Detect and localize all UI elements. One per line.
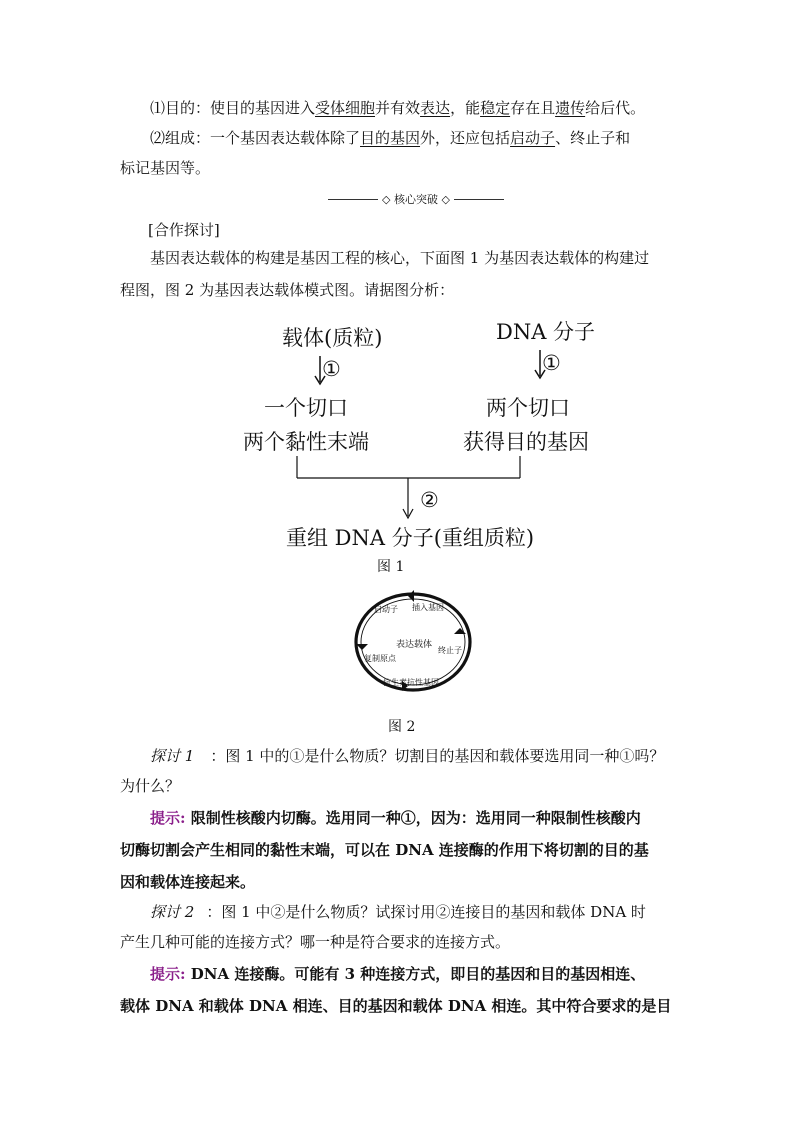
answer-1-line-3: 因和载体连接起来。 xyxy=(120,873,256,891)
fig1-left-ends: 两个黏性末端 xyxy=(243,430,369,454)
fig1-vector-label: 载体(质粒) xyxy=(282,326,383,350)
fig2-terminator: 终止子 xyxy=(438,646,462,655)
fig2-insert-gene: 插入基因 xyxy=(412,603,444,612)
intro-line-1: 基因表达载体的构建是基因工程的核心，下面图 1 为基因表达载体的构建过 xyxy=(150,249,650,267)
question-2-line-1: 探讨 2 ：图 1 中②是什么物质？试探讨用②连接目的基因和载体 DNA 时 xyxy=(150,903,646,921)
fig1-result: 重组 DNA 分子(重组质粒) xyxy=(286,526,535,550)
section-divider xyxy=(328,191,504,207)
fig2-center-label: 表达载体 xyxy=(396,640,433,650)
fig1-right-step: ① xyxy=(542,351,561,375)
answer-2-line-1: 提示: DNA 连接酶。可能有 3 种连接方式，即目的基因和目的基因相连、 xyxy=(150,965,646,983)
question-2-line-2: 产生几种可能的连接方式？哪一种是符合要求的连接方式。 xyxy=(120,933,511,951)
fig2-resistance-gene: 抗生素抗性基因 xyxy=(383,678,439,687)
fig2-origin: 复制原点 xyxy=(364,654,396,663)
fig1-dna-label: DNA 分子 xyxy=(496,320,596,344)
divider-rule-left xyxy=(328,199,378,200)
fig2-caption: 图 2 xyxy=(388,719,416,735)
question-2-label: 探讨 2 xyxy=(150,903,195,921)
question-1-line-2: 为什么？ xyxy=(120,777,181,795)
fig1-right-gene: 获得目的基因 xyxy=(463,430,589,454)
fig1-caption: 图 1 xyxy=(377,559,405,575)
divider-rule-right xyxy=(454,199,504,200)
divider-title: ◇ 核心突破 ◇ xyxy=(382,193,450,206)
purpose-line: ⑴目的：使目的基因进入受体细胞并有效表达，能稳定存在且遗传给后代。 xyxy=(150,99,646,117)
fig1-left-cut: 一个切口 xyxy=(264,396,348,420)
fig1-join-step: ② xyxy=(420,488,439,512)
answer-1-line-1: 提示: 限制性核酸内切酶。选用同一种①，因为：选用同一种限制性核酸内 xyxy=(150,809,641,827)
composition-line-1: ⑵组成：一个基因表达载体除了目的基因外，还应包括启动子、终止子和 xyxy=(150,129,631,147)
fig1-right-cut: 两个切口 xyxy=(486,396,570,420)
question-1-label: 探讨 1 xyxy=(150,747,195,765)
answer-2-label: 提示: xyxy=(150,965,186,983)
question-1-line-1: 探讨 1 ：图 1 中的①是什么物质？切割目的基因和载体要选用同一种①吗？ xyxy=(150,747,665,765)
composition-line-2: 标记基因等。 xyxy=(120,159,211,177)
answer-1-line-2: 切酶切割会产生相同的黏性末端，可以在 DNA 连接酶的作用下将切割的目的基 xyxy=(120,841,649,859)
fig1-left-step: ① xyxy=(322,357,341,381)
intro-line-2: 程图，图 2 为基因表达载体模式图。请据图分析： xyxy=(120,281,455,299)
answer-2-line-2: 载体 DNA 和载体 DNA 相连、目的基因和载体 DNA 相连。其中符合要求的是目 xyxy=(120,997,672,1015)
answer-1-label: 提示: xyxy=(150,809,186,827)
section-label: [合作探讨] xyxy=(148,221,220,239)
fig2-promoter: 启动子 xyxy=(374,605,398,614)
fig1-bracket-connector xyxy=(280,452,540,522)
